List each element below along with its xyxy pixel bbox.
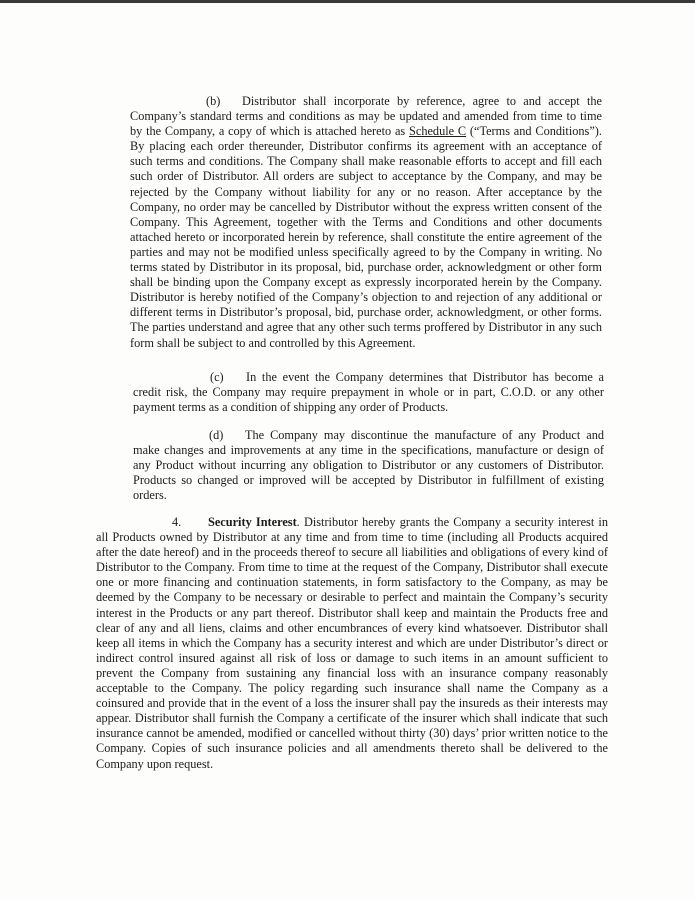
- paragraph-b-label: (b): [206, 94, 221, 108]
- paragraph-d-label: (d): [209, 428, 224, 442]
- paragraph-d: [133, 428, 604, 503]
- paragraph-d-lead: [133, 428, 245, 442]
- paragraph-c: [133, 370, 604, 415]
- paragraph-b-lead: [130, 94, 242, 108]
- paragraph-d-text: The Company may discontinue the manufacture of any Product and make changes and improvements at any time in the specifications, manufacture or design of any Product without incurring any obligation to Distributor or any customers of Distributor. Products so changed or improved will be accepted by Distributor in fulfillment of existing orders.: [133, 428, 604, 503]
- section-4-heading: Security Interest: [208, 515, 297, 529]
- section-4-lead: [96, 515, 208, 529]
- section-4-number: 4.: [172, 515, 182, 529]
- paragraph-c-text: In the event the Company determines that Distributor has become a credit risk, the Company may require prepayment in whole or in part, C.O.D. or any other payment terms as a condition of shipping any order of Products.: [133, 370, 604, 415]
- paragraph-b-text-1: Distributor shall incorporate by reference, agree to and accept the Company’s standard terms and conditions as may be updated and amended from time to time by the Company, a copy of which is attached hereto as: [130, 94, 602, 139]
- paragraph-c-lead: [133, 370, 246, 384]
- schedule-c-reference: Schedule C: [409, 124, 467, 139]
- paragraph-b: [130, 94, 602, 351]
- section-4-text: . Distributor hereby grants the Company a security interest in all Products owned by Distributor at any time and from time to time (including all Products acquired after the date hereof) and in the proceeds thereof to secure all liabilities and obligations of every kind of Distributor to the Company. From time to time at the request of the Company, Distributor shall execute one or more financing and continuation statements, in form satisfactory to the Company, as may be deemed by the Company to be necessary or desirable to perfect and maintain the Company’s security interest in the Products or any part thereof. Distributor shall keep and maintain the Products free and clear of any and all liens, claims and other encumbrances of every kind whatsoever. Distributor shall keep all items in which the Company has a security interest and which are under Distributor’s direct or indirect control insured against all risk of loss or damage to such items in an amount sufficient to prevent the Company from sustaining any financial loss with an insurance company reasonably acceptable to the Company. The policy regarding such insurance shall name the Company as a coinsured and provide that in the event of a loss the insurer shall pay the insureds as their interests may appear. Distributor shall furnish the Company a certificate of the insurer which shall indicate that such insurance cannot be amended, modified or cancelled without thirty (30) days’ prior written notice to the Company. Copies of such insurance policies and all amendments thereto shall be delivered to the Company upon request.: [96, 515, 608, 771]
- paragraph-b-text-2: (“Terms and Conditions”). By placing each order thereunder, Distributor confirms its agreement with an acceptance of such terms and conditions. The Company shall make reasonable efforts to accept and fill each such order of Distributor. All orders are subject to acceptance by the Company, and may be rejected by the Company without liability for any or no reason. After acceptance by the Company, no order may be cancelled by Distributor without the express written consent of the Company. This Agreement, together with the Terms and Conditions and other documents attached hereto or incorporated herein by reference, shall constitute the entire agreement of the parties and may not be modified unless specifically agreed to by the Company in writing. No terms stated by Distributor in its proposal, bid, purchase order, acknowledgment or other form shall be binding upon the Company except as expressly incorporated herein by the Company. Distributor is hereby notified of the Company’s objection to and rejection of any additional or different terms in Distributor’s proposal, bid, purchase order, acknowledgment, or other forms. The parties understand and agree that any other such terms proffered by Distributor in any such form shall be subject to and controlled by this Agreement.: [130, 124, 602, 350]
- section-4: [96, 515, 608, 772]
- scan-top-edge: [0, 0, 695, 3]
- paragraph-c-label: (c): [210, 370, 224, 384]
